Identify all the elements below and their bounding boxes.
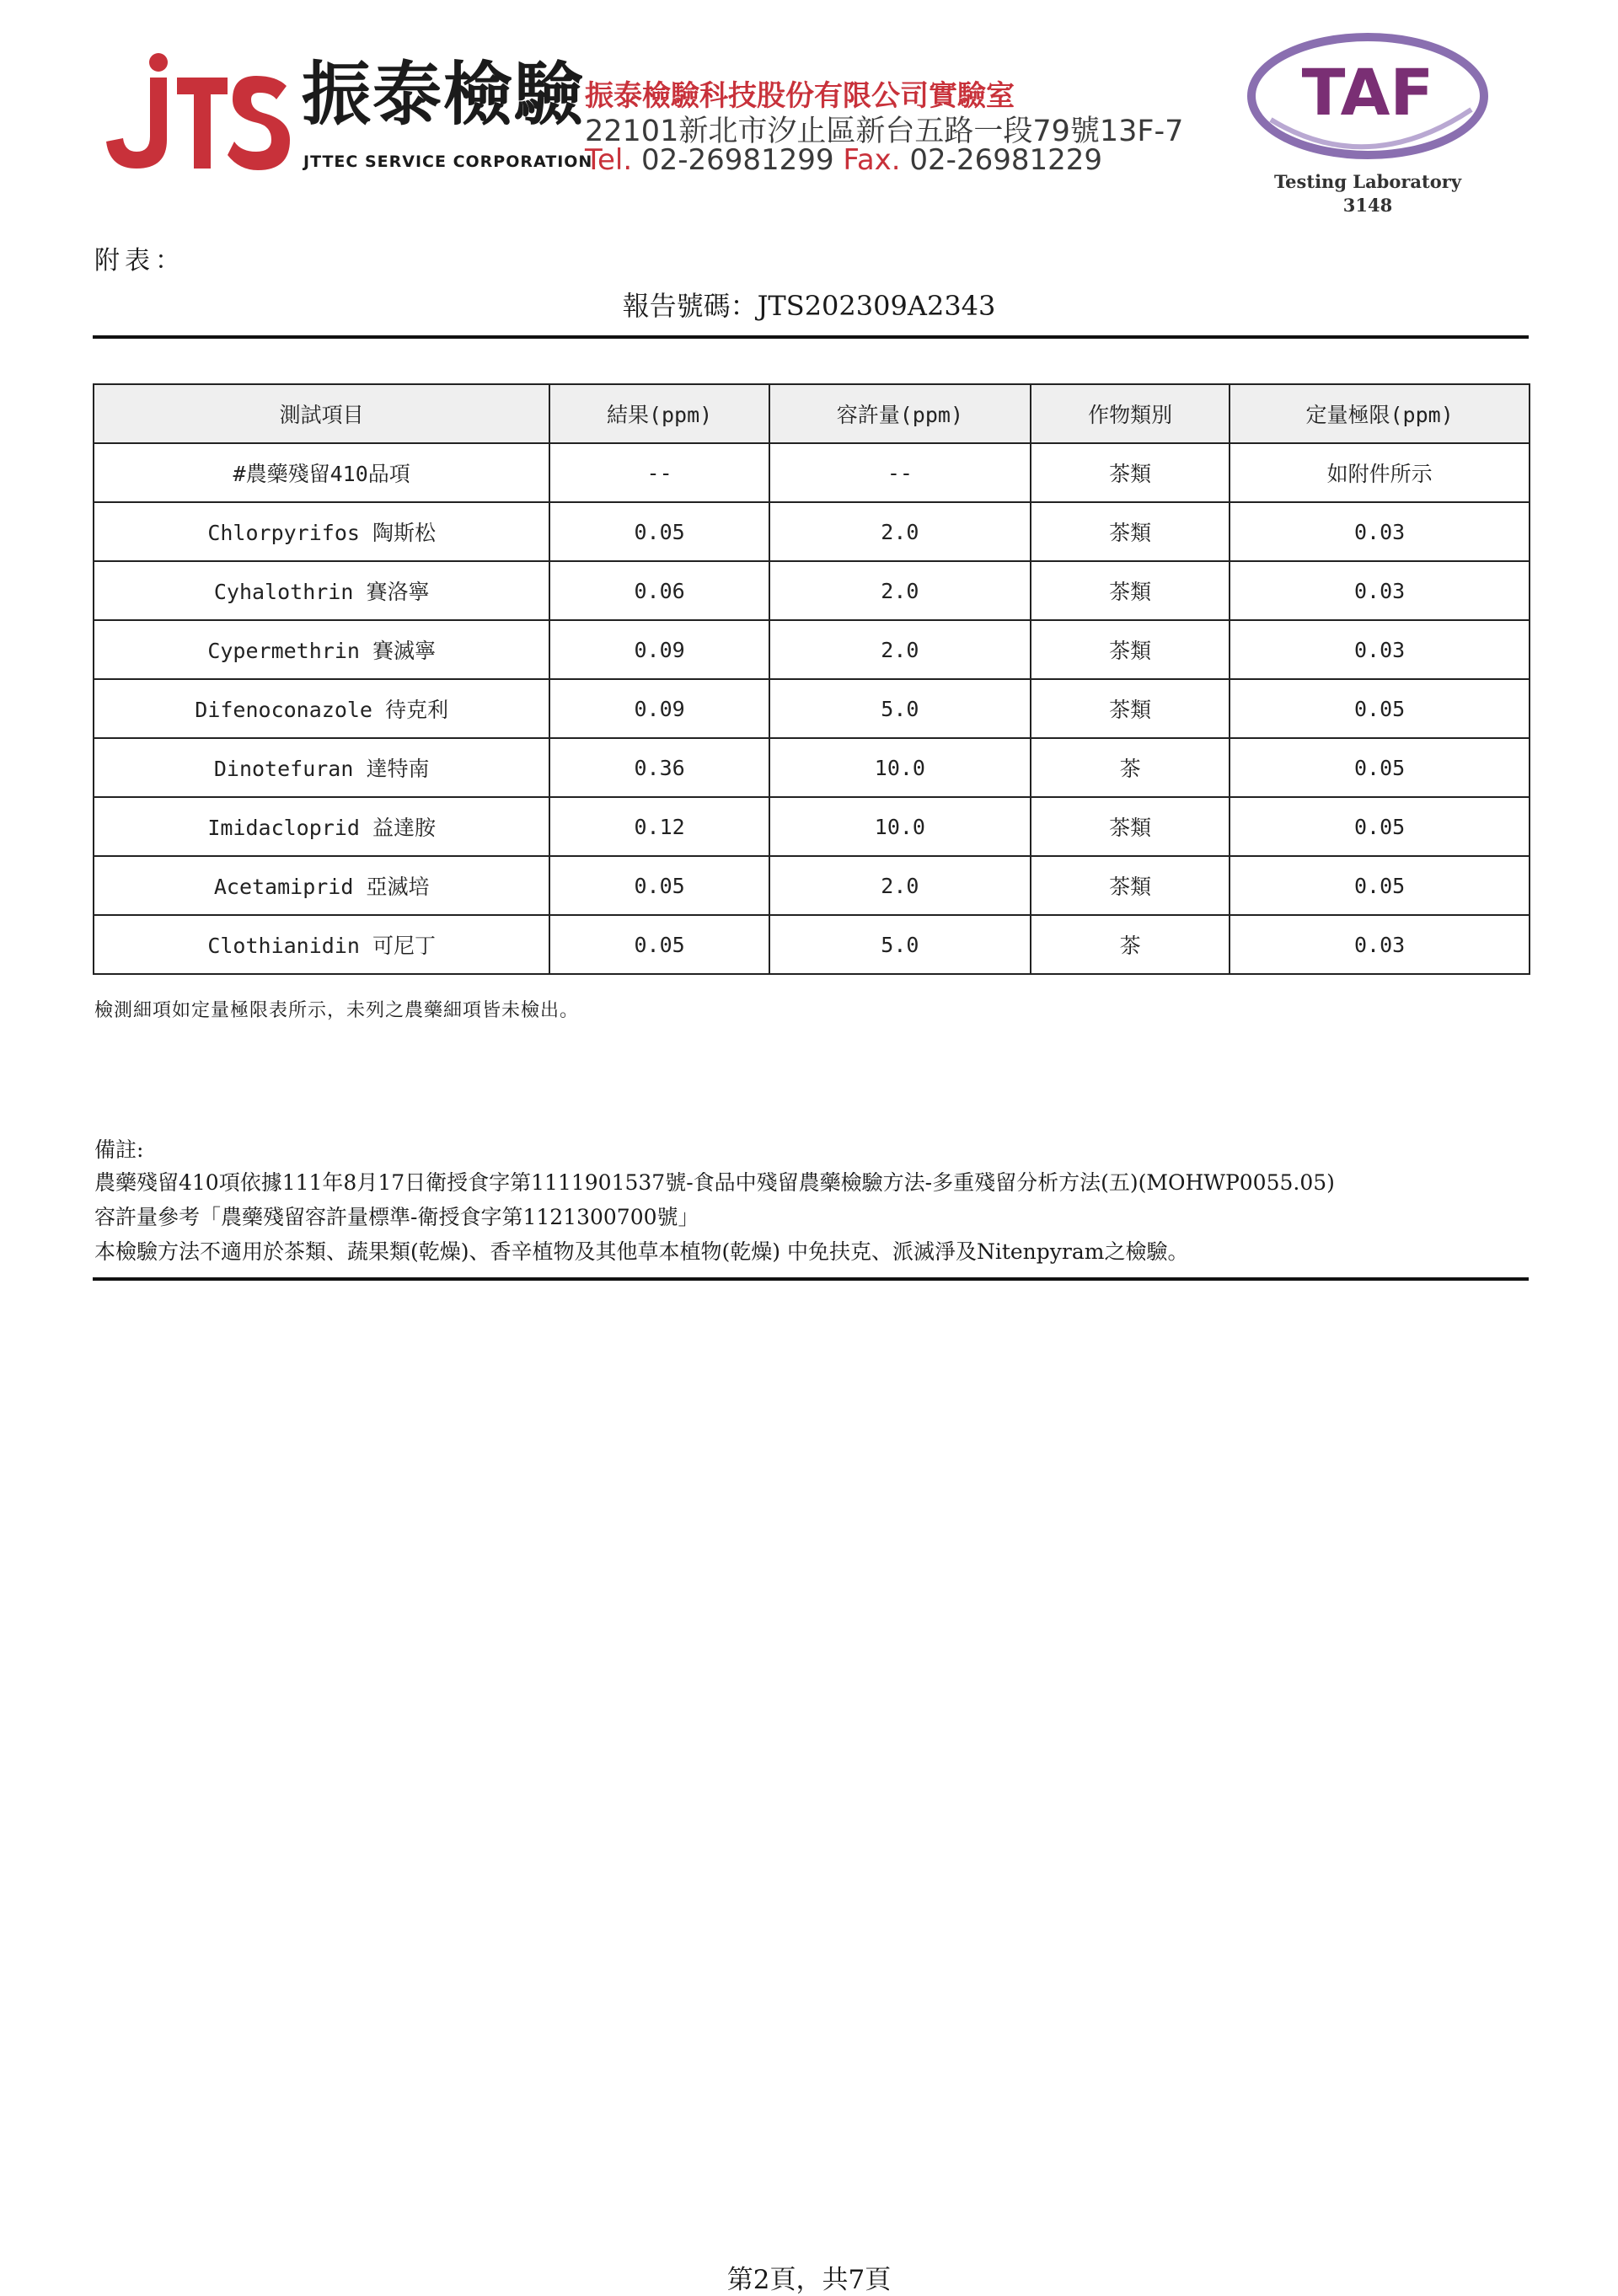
cell-result: 0.12 bbox=[549, 797, 769, 856]
cell-quant-limit: 如附件所示 bbox=[1230, 443, 1530, 502]
table-row bbox=[94, 738, 1530, 797]
results-table bbox=[93, 383, 1530, 975]
cell-result: 0.09 bbox=[549, 620, 769, 679]
table-row bbox=[94, 561, 1530, 620]
cell-test-item: Cypermethrin 賽滅寧 bbox=[94, 620, 549, 679]
top-divider bbox=[93, 335, 1529, 339]
bottom-divider bbox=[93, 1277, 1529, 1281]
table-row bbox=[94, 856, 1530, 915]
header-result: 結果(ppm) bbox=[549, 384, 769, 443]
cell-tolerance: 2.0 bbox=[769, 561, 1031, 620]
cell-quant-limit: 0.03 bbox=[1230, 915, 1530, 974]
cell-crop-category: 茶類 bbox=[1031, 561, 1230, 620]
cell-crop-category: 茶類 bbox=[1031, 797, 1230, 856]
cell-quant-limit: 0.05 bbox=[1230, 856, 1530, 915]
cell-quant-limit: 0.05 bbox=[1230, 797, 1530, 856]
cell-test-item: #農藥殘留410品項 bbox=[94, 443, 549, 502]
cell-tolerance: 5.0 bbox=[769, 915, 1031, 974]
lab-name: 振泰檢驗科技股份有限公司實驗室 bbox=[585, 79, 1015, 113]
cell-test-item: Imidacloprid 益達胺 bbox=[94, 797, 549, 856]
cell-result: 0.05 bbox=[549, 915, 769, 974]
cell-tolerance: 2.0 bbox=[769, 856, 1031, 915]
taf-caption-text: Testing Laboratory bbox=[1273, 171, 1462, 192]
brand-english: JTTEC SERVICE CORPORATION bbox=[303, 153, 593, 171]
tel-label: Tel. bbox=[585, 143, 633, 177]
cell-tolerance: 10.0 bbox=[769, 797, 1031, 856]
lab-address: 22101新北市汐止區新台五路一段79號13F-7 bbox=[585, 115, 1184, 148]
taf-logo bbox=[1246, 29, 1490, 163]
table-footnote: 檢測細項如定量極限表所示，未列之農藥細項皆未檢出。 bbox=[94, 1000, 580, 1021]
cell-test-item: Chlorpyrifos 陶斯松 bbox=[94, 502, 549, 561]
tel-number: 02-26981299 bbox=[640, 143, 834, 177]
table-row bbox=[94, 797, 1530, 856]
remark-line: 容許量參考「農藥殘留容許量標準-衛授食字第1121300700號」 bbox=[94, 1205, 699, 1229]
table-row bbox=[94, 620, 1530, 679]
cell-crop-category: 茶 bbox=[1031, 915, 1230, 974]
cell-test-item: Clothianidin 可尼丁 bbox=[94, 915, 549, 974]
appendix-label: 附表： bbox=[94, 246, 185, 276]
cell-result: -- bbox=[549, 443, 769, 502]
table-row bbox=[94, 679, 1530, 738]
cell-crop-category: 茶類 bbox=[1031, 679, 1230, 738]
cell-crop-category: 茶類 bbox=[1031, 620, 1230, 679]
header-quant-limit: 定量極限(ppm) bbox=[1230, 384, 1530, 443]
header-crop-category: 作物類別 bbox=[1031, 384, 1230, 443]
cell-tolerance: 10.0 bbox=[769, 738, 1031, 797]
cell-quant-limit: 0.05 bbox=[1230, 738, 1530, 797]
cell-tolerance: 2.0 bbox=[769, 620, 1031, 679]
cell-crop-category: 茶 bbox=[1031, 738, 1230, 797]
lab-contact bbox=[585, 143, 1102, 177]
table-row bbox=[94, 502, 1530, 561]
cell-result: 0.36 bbox=[549, 738, 769, 797]
header-tolerance: 容許量(ppm) bbox=[769, 384, 1031, 443]
cell-test-item: Dinotefuran 達特南 bbox=[94, 738, 549, 797]
cell-crop-category: 茶類 bbox=[1031, 443, 1230, 502]
taf-logo-text: TAF bbox=[1301, 55, 1434, 130]
cell-tolerance: -- bbox=[769, 443, 1031, 502]
fax-number: 02-26981229 bbox=[909, 143, 1102, 177]
cell-quant-limit: 0.03 bbox=[1230, 620, 1530, 679]
cell-quant-limit: 0.03 bbox=[1230, 502, 1530, 561]
cell-crop-category: 茶類 bbox=[1031, 856, 1230, 915]
cell-quant-limit: 0.03 bbox=[1230, 561, 1530, 620]
cell-tolerance: 5.0 bbox=[769, 679, 1031, 738]
table-row bbox=[94, 443, 1530, 502]
jts-logo bbox=[99, 52, 292, 175]
cell-quant-limit: 0.05 bbox=[1230, 679, 1530, 738]
brand-name: 振泰檢驗 bbox=[302, 55, 586, 135]
cell-test-item: Cyhalothrin 賽洛寧 bbox=[94, 561, 549, 620]
remark-line: 本檢驗方法不適用於茶類、蔬果類(乾燥)、香辛植物及其他草本植物(乾燥) 中免扶克、派滅淨及Nitenpyram之檢驗。 bbox=[94, 1239, 1189, 1264]
cell-test-item: Acetamiprid 亞滅培 bbox=[94, 856, 549, 915]
cell-result: 0.05 bbox=[549, 856, 769, 915]
table-header-row bbox=[94, 384, 1530, 443]
cell-result: 0.05 bbox=[549, 502, 769, 561]
fax-label: Fax. bbox=[843, 143, 901, 177]
page-number: 第2頁，共7頁 bbox=[726, 2265, 892, 2295]
taf-number: 3148 bbox=[1342, 195, 1393, 216]
cell-result: 0.06 bbox=[549, 561, 769, 620]
taf-caption bbox=[1247, 170, 1488, 217]
cell-crop-category: 茶類 bbox=[1031, 502, 1230, 561]
remark-line: 農藥殘留410項依據111年8月17日衛授食字第1111901537號-食品中殘留農藥檢驗方法-多重殘留分析方法(五)(MOHWP0055.05) bbox=[94, 1170, 1335, 1195]
remarks-title: 備註: bbox=[94, 1137, 144, 1162]
cell-test-item: Difenoconazole 待克利 bbox=[94, 679, 549, 738]
header-test-item: 測試項目 bbox=[94, 384, 549, 443]
cell-result: 0.09 bbox=[549, 679, 769, 738]
cell-tolerance: 2.0 bbox=[769, 502, 1031, 561]
report-number: 報告號碼：JTS202309A2343 bbox=[622, 290, 996, 322]
table-row bbox=[94, 915, 1530, 974]
